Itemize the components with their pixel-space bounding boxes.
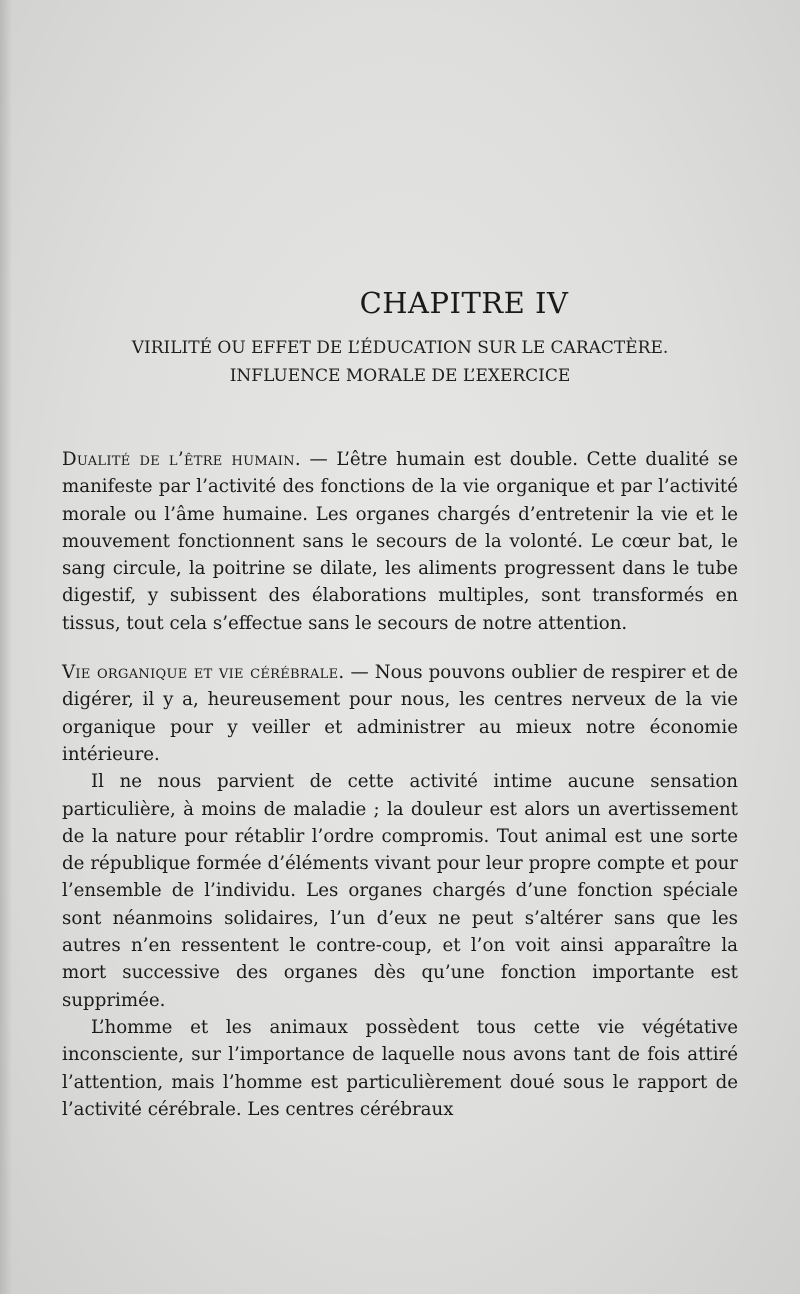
section-heading-vie-organique: Vie organique et vie cérébrale. xyxy=(62,662,345,684)
paragraph-text: — L’être humain est double. Cette dualité se manifeste par l’activité des fonctions de la vie organique et par l’activité morale ou l’âme humaine. Les organes chargés d’entretenir la vie et le mouvement fonctionnent sans le secours de la volonté. Le cœur bat, le sang circule, la poitrine se dilate, les aliments progressent dans le tube digestif, y subissent des élaborations multiples, sont transformés en tissus, tout cela s’effectue sans le secours de notre attention. xyxy=(62,449,738,634)
chapter-title: CHAPITRE IV xyxy=(359,286,569,320)
chapter-subtitle-line-2: INFLUENCE MORALE DE L’EXERCICE xyxy=(229,366,571,386)
paragraph-text: — Nous pouvons oublier de respirer et de digérer, il y a, heureusement pour nous, les centres nerveux de la vie organique pour y veiller et administrer au mieux notre économie intérieure. xyxy=(62,662,739,765)
page-edge-shadow xyxy=(0,0,12,1294)
section-heading-dualite: Dualité de l’être humain. xyxy=(62,449,301,470)
page-content xyxy=(62,286,738,1123)
paragraph-vie-organique xyxy=(62,659,738,768)
chapter-subtitle xyxy=(62,334,738,390)
paragraph-sensation: Il ne nous parvient de cette activité intime aucune sensation particulière, à moins de maladie ; la douleur est alors un avertissement de la nature pour rétablir l’ordre compromis. Tout animal est une sorte de république formée d’éléments vivant pour leur propre compte et pour l’ensemble de l’individu. Les organes chargés d’une fonction spéciale sont néanmoins solidaires, l’un d’eux ne peut s’altérer sans que les autres n’en ressentent le contre-coup, et l’on voit ainsi apparaître la mort successive des organes dès qu’une fonction importante est supprimée. xyxy=(62,771,738,1011)
paragraph-vie-vegetative: L’homme et les animaux possèdent tous cette vie végétative inconsciente, sur l’importance de laquelle nous avons tant de fois attiré l’attention, mais l’homme est particulièrement doué sous le rapport de l’activité cérébrale. Les centres cérébraux xyxy=(62,1016,738,1120)
chapter-subtitle-line-1: VIRILITÉ OU EFFET DE L’ÉDUCATION SUR LE CARACTÈRE. xyxy=(131,338,669,358)
paragraph-dualite xyxy=(62,446,738,637)
